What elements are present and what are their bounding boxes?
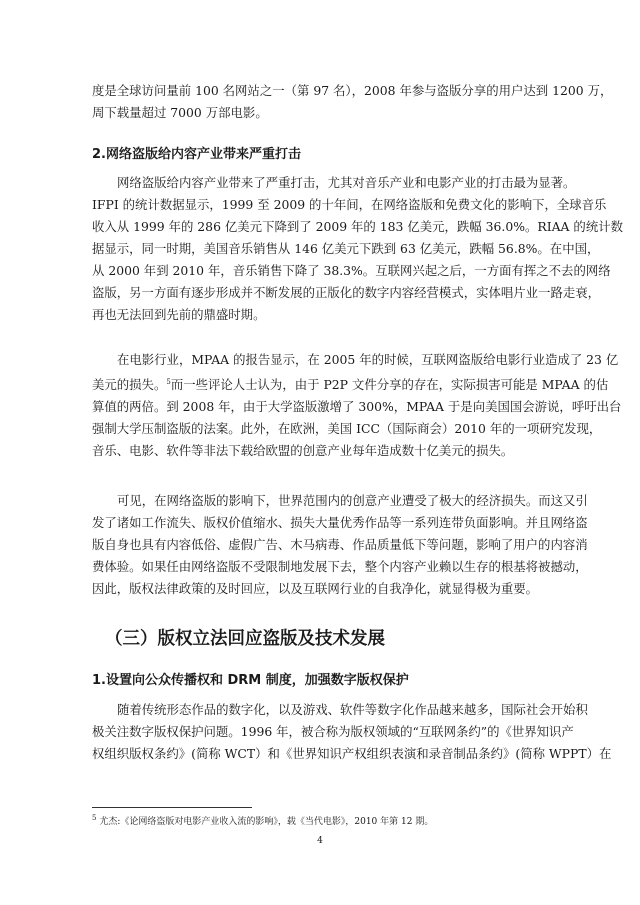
paragraph-music-industry xyxy=(92,172,623,326)
footnote-ref: 5 xyxy=(166,378,171,386)
text-line: 发了诸如工作流失、版权价值缩水、损失大量优秀作品等一系列连带负面影响。并且网络盗 xyxy=(92,515,588,530)
footnote-divider xyxy=(92,807,252,808)
text-line: 可见，在网络盗版的影响下，世界范围内的创意产业遭受了极大的经济损失。而这又引 xyxy=(117,493,588,508)
text-line: 盗版，另一方面有逐步形成并不断发展的正版化的数字内容经营模式，实体唱片业一路走衰， xyxy=(92,285,601,300)
paragraph-intro xyxy=(92,80,613,124)
text-line: 收入从 1999 年的 286 亿美元下降到了 2009 年的 183 亿美元，跌幅 36.0%。RIAA 的统计数 xyxy=(92,219,623,234)
footnote-text: 尤杰:《论网络盗版对电影产业收入流的影响》，载《当代电影》，2010 年第 12 期。 xyxy=(99,817,434,827)
text-line: 强制大学压制盗版的法案。此外，在欧洲，美国 ICC（国际商会）2010 年的一项研究发现， xyxy=(92,421,602,437)
text-line: IFPI 的统计数据显示，1999 至 2009 的十年间，在网络盗版和免费文化的影响下，全球音乐 xyxy=(92,197,607,212)
text-line: 算值的两倍。到 2008 年，由于大学盗版激增了 300%，MPAA 于是向美国国会游说，呼吁出台 xyxy=(92,399,622,415)
text-line: 权组织版权条约》(简称 WCT）和《世界知识产权组织表演和录音制品条约》(简称 WPPT）在 xyxy=(92,746,612,761)
text-fragment: 美元的损失。 xyxy=(92,377,167,393)
text-line xyxy=(92,371,609,396)
text-line: 费体验。如果任由网络盗版不受限制地发展下去，整个内容产业赖以生存的根基将被撼动， xyxy=(92,559,588,574)
text-fragment: 而一些评论人士认为，由于 P2P 文件分享的存在，实际损害可能是 MPAA 的估 xyxy=(170,377,609,393)
text-line: 据显示，同一时期，美国音乐销售从 146 亿美元下跌到 63 亿美元，跌幅 56.8%。在中国， xyxy=(92,241,600,256)
chapter-heading: （三）版权立法回应盗版及技术发展 xyxy=(105,629,385,649)
footnote-marker: 5 xyxy=(92,814,97,822)
paragraph-film-industry xyxy=(92,349,622,462)
text-line: 极关注数字版权保护问题。1996 年，被合称为版权领域的“互联网条约”的《世界知识产 xyxy=(92,724,574,739)
footnote xyxy=(92,814,433,827)
text-line: 再也无法回到先前的鼎盛时期。 xyxy=(92,307,266,322)
text-line: 在电影行业，MPAA 的报告显示，在 2005 年的时候，互联网盗版给电影行业造成了 23 亿 xyxy=(117,352,619,367)
text-line: 从 2000 年到 2010 年，音乐销售下降了 38.3%。互联网兴起之后，一方面有挥之不去的网络 xyxy=(92,263,611,278)
text-line: 周下载量超过 7000 万部电影。 xyxy=(92,105,268,120)
text-line: 度是全球访问量前 100 名网站之一（第 97 名），2008 年参与盗版分享的用户达到 1200 万， xyxy=(92,83,613,98)
paragraph-conclusion xyxy=(92,490,588,600)
section-heading: 2.网络盗版给内容产业带来严重打击 xyxy=(92,147,301,162)
text-line: 网络盗版给内容产业带来了严重打击，尤其对音乐产业和电影产业的打击最为显著。 xyxy=(117,175,576,190)
section-heading: 1.设置向公众传播权和 DRM 制度，加强数字版权保护 xyxy=(92,673,409,688)
text-line: 音乐、电影、软件等非法下载给欧盟的创意产业每年造成数十亿美元的损失。 xyxy=(92,443,514,459)
page-number: 4 xyxy=(317,836,323,846)
text-line: 因此，版权法律政策的及时回应，以及互联网行业的自我净化，就显得极为重要。 xyxy=(92,581,539,596)
paragraph-drm xyxy=(92,699,612,765)
text-line: 随着传统形态作品的数字化，以及游戏、软件等数字化作品越来越多，国际社会开始积 xyxy=(117,702,588,717)
text-line: 版自身也具有内容低俗、虚假广告、木马病毒、作品质量低下等问题，影响了用户的内容消 xyxy=(92,537,588,552)
